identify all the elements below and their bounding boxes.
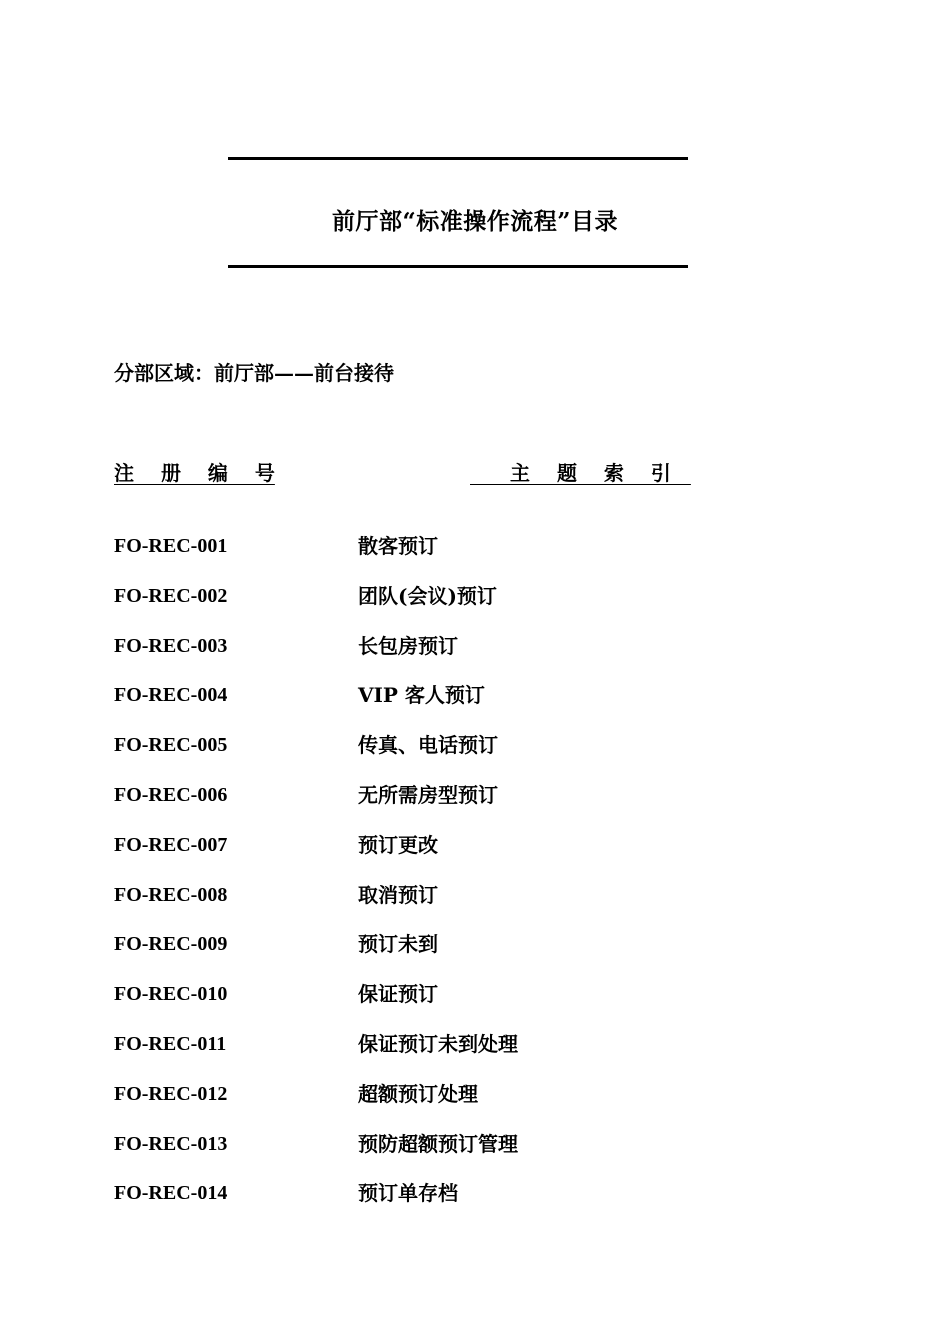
entry-topic: 预防超额预订管理 (358, 1131, 518, 1156)
entry-code: FO-REC-013 (114, 1132, 228, 1155)
entry-code: FO-REC-004 (114, 684, 228, 707)
entry-code: FO-REC-012 (114, 1082, 228, 1105)
entry-code: FO-REC-006 (114, 783, 228, 806)
entry-topic: 预订未到 (358, 932, 438, 957)
entry-topic: 传真、电话预订 (358, 733, 498, 758)
entry-code: FO-REC-001 (114, 535, 228, 557)
entry-code: FO-REC-014 (114, 1182, 228, 1205)
list-item (114, 680, 714, 730)
entry-code: FO-REC-008 (114, 883, 228, 906)
entry-topic: 长包房预订 (358, 633, 458, 658)
list-item (114, 1129, 714, 1179)
entry-code: FO-REC-010 (114, 983, 228, 1006)
entry-topic: 无所需房型预订 (358, 782, 498, 807)
list-item (114, 1178, 714, 1228)
entry-code: FO-REC-005 (114, 734, 228, 757)
entry-code: FO-REC-002 (114, 584, 228, 607)
entry-topic: 散客预订 (358, 534, 438, 558)
list-item (114, 780, 714, 830)
list-item (114, 929, 714, 979)
list-item (114, 730, 714, 780)
entry-list (114, 531, 714, 1228)
title-rule-top (228, 157, 688, 160)
section-subtitle: 分部区域：前厅部——前台接待 (114, 361, 394, 385)
entry-topic: 取消预订 (358, 882, 438, 907)
entry-topic: 团队(会议)预订 (358, 583, 497, 608)
list-item (114, 581, 714, 631)
entry-code: FO-REC-007 (114, 833, 228, 856)
title-rule-bottom (228, 265, 688, 268)
entry-topic: VIP 客人预订 (358, 683, 485, 708)
entry-topic: 预订单存档 (358, 1181, 458, 1206)
entry-code: FO-REC-011 (114, 1032, 227, 1055)
entry-topic: 超额预订处理 (358, 1081, 478, 1106)
page-title: 前厅部“标准操作流程”目录 (332, 208, 618, 235)
list-item (114, 979, 714, 1029)
entry-topic: 预订更改 (358, 832, 438, 857)
entry-topic: 保证预订未到处理 (358, 1031, 518, 1056)
list-item (114, 880, 714, 930)
list-item (114, 631, 714, 681)
entry-code: FO-REC-009 (114, 933, 228, 956)
list-item (114, 1029, 714, 1079)
entry-code: FO-REC-003 (114, 634, 228, 657)
column-header-topic: 主 题 索 引 (470, 461, 691, 485)
list-item (114, 531, 714, 581)
list-item (114, 1079, 714, 1129)
entry-topic: 保证预订 (358, 982, 438, 1007)
column-header-code: 注 册 编 号 (114, 461, 275, 485)
list-item (114, 830, 714, 880)
